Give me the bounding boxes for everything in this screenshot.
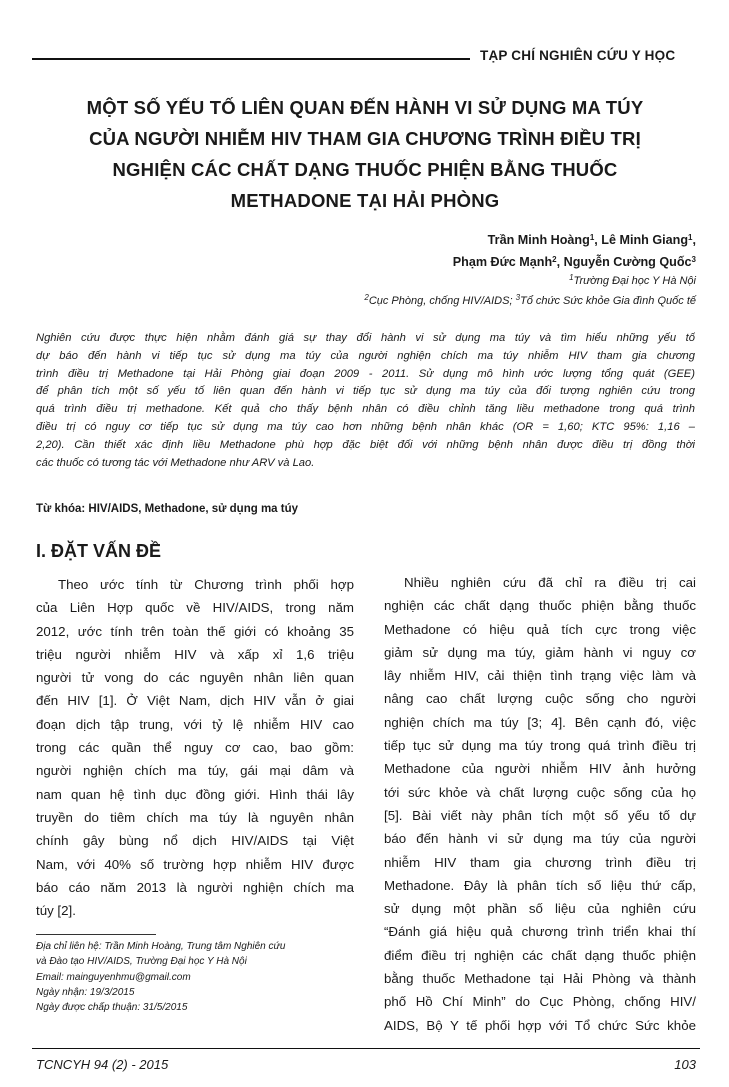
footnotes bbox=[36, 939, 285, 1015]
author-list bbox=[453, 229, 696, 273]
abstract-line: các thuốc có tương tác với Methadone như ARV và Lao. bbox=[36, 456, 315, 469]
footnote-line: Ngày được chấp thuận: 31/5/2015 bbox=[36, 1002, 188, 1014]
body-line: bằng thuốc Methadone tại Hải Phòng và thành bbox=[384, 971, 696, 987]
footnote-line: Ngày nhận: 19/3/2015 bbox=[36, 986, 135, 998]
body-line: Nam, với 40% số trường hợp nhiễm HIV được bbox=[36, 856, 354, 872]
body-line: báo đến hành vi sử dụng ma túy của người bbox=[384, 831, 696, 847]
header-rule bbox=[32, 58, 470, 60]
affil-mark: 1 bbox=[569, 273, 574, 282]
body-line: điểm điều trị nghiện các chất dạng thuốc phiện bbox=[384, 947, 696, 963]
body-line: nghiện các chất dạng thuốc phiện bằng thuốc bbox=[384, 598, 696, 614]
body-line: đến HIV [1]. Ở Việt Nam, dịch HIV vẫn ở giai bbox=[36, 693, 354, 709]
body-line: túy [2]. bbox=[36, 903, 76, 919]
body-line: phố Hồ Chí Minh” do Cục Phòng, chống HIV/ bbox=[384, 994, 696, 1010]
author-name: , Lê Minh Giang bbox=[594, 233, 689, 247]
affil-mark: 2 bbox=[364, 293, 369, 302]
abstract-line: Nghiên cứu được thực hiện nhằm đánh giá sự thay đổi hành vi sử dụng ma túy và tìm hiểu những yếu tố bbox=[36, 332, 695, 344]
abstract-line: trình điều trị Methadone tại Hải Phòng giai đoạn 2009 - 2011. Sử dụng mô hình ước lượng tổng quát (GEE) bbox=[36, 367, 695, 380]
body-line: giảm sử dụng ma túy, giảm hành vi nguy cơ bbox=[384, 644, 696, 660]
affiliation-2 bbox=[364, 295, 696, 307]
right-column bbox=[384, 571, 696, 1037]
title-line: METHADONE TẠI HẢI PHÒNG bbox=[230, 190, 500, 211]
body-line: nhiễm HIV tham gia chương trình điều trị bbox=[384, 854, 696, 870]
abstract-line: dự báo đến hành vi tiếp tục sử dụng ma túy của người nghiện chích ma túy nhiễm HIV tham gia chương bbox=[36, 349, 695, 362]
author-affil-mark: 2 bbox=[552, 255, 557, 264]
title-line: NGHIỆN CÁC CHẤT DẠNG THUỐC PHIỆN BẰNG THUỐC bbox=[112, 159, 618, 180]
author-affil-mark: 1 bbox=[688, 233, 693, 242]
body-line: truyền do tiêm chích ma túy là nguyên nhân bbox=[36, 809, 354, 825]
footnote-line: Email: mainguyenhmu@gmail.com bbox=[36, 971, 191, 983]
body-line: báo cáo năm 2013 là người nghiện chích ma bbox=[36, 879, 354, 895]
body-line: nghiện chích ma túy [3; 4]. Bên cạnh đó, việc bbox=[384, 714, 696, 730]
footnote-line: Địa chỉ liên hệ: Trần Minh Hoàng, Trung tâm Nghiên cứu bbox=[36, 941, 286, 952]
footnote-rule bbox=[36, 934, 156, 935]
affiliation-1 bbox=[569, 275, 696, 287]
author-name: , Nguyễn Cường Quốc bbox=[556, 255, 692, 269]
footer-journal-ref: TCNCYH 94 (2) - 2015 bbox=[36, 1057, 169, 1072]
body-line: Methadone của người nhiễm HIV ảnh hưởng bbox=[384, 761, 696, 777]
body-line: người tử vong do các nguyên nhân liên quan bbox=[36, 670, 354, 686]
body-line: Theo ước tính từ Chương trình phối hợp bbox=[58, 577, 354, 592]
author-name: Phạm Đức Mạnh bbox=[452, 255, 553, 269]
body-line: Nhiều nghiên cứu đã chỉ ra điều trị cai bbox=[404, 575, 696, 590]
footer-rule bbox=[32, 1048, 700, 1049]
author-separator: , bbox=[692, 233, 696, 247]
body-line: triệu người nhiễm HIV và xấp xỉ 1,6 triệu bbox=[36, 646, 354, 662]
body-line: 2012, ước tính trên toàn thế giới có khoảng 35 bbox=[36, 623, 354, 639]
section-title: I. ĐẶT VẤN ĐỀ bbox=[36, 541, 162, 561]
keywords: Từ khóa: HIV/AIDS, Methadone, sử dụng ma túy bbox=[36, 503, 299, 515]
abstract-line: điều trị có nguy cơ tiếp tục sử dụng ma túy cao hơn những bệnh nhân khác (OR = 1,60; KTC 95%: 1,16 – bbox=[36, 420, 695, 433]
page-number: 103 bbox=[674, 1057, 696, 1072]
body-line: tiếp tục sử dụng ma túy trong quá trình điều trị bbox=[384, 738, 696, 754]
title-line: MỘT SỐ YẾU TỐ LIÊN QUAN ĐẾN HÀNH VI SỬ DỤNG MA TÚY bbox=[86, 97, 644, 118]
body-line: “Đánh giá hiệu quả chương trình triển khai thí bbox=[384, 924, 696, 940]
body-line: người nghiện chích ma túy, gái mại dâm và bbox=[36, 763, 354, 779]
body-line: tới sức khỏe và chất lượng cuộc sống của họ bbox=[384, 784, 696, 800]
title-line: CỦA NGƯỜI NHIỄM HIV THAM GIA CHƯƠNG TRÌNH ĐIỀU TRỊ bbox=[89, 128, 641, 149]
left-column bbox=[36, 573, 354, 922]
abstract-line: để phân tích một số yếu tố liên quan đến hành vi tiếp tục sử dụng ma túy của đối tượng nghiên cứu trong bbox=[36, 385, 695, 398]
affil-text: Tổ chức Sức khỏe Gia đình Quốc tế bbox=[520, 295, 696, 307]
body-line: Methadone có hiệu quả tích cực trong việc bbox=[384, 621, 696, 637]
body-line: [5]. Bài viết này phân tích một số yếu tố dự bbox=[384, 807, 696, 823]
article-title bbox=[40, 92, 690, 216]
body-line: nam quan hệ tình dục đồng giới. Hình thái lây bbox=[36, 786, 354, 802]
body-line: lây nhiễm HIV, cải thiện tình trạng việc làm và bbox=[384, 668, 696, 684]
author-affil-mark: 1 bbox=[589, 233, 595, 242]
abstract-line: quá trình điều trị methadone. Kết quả cho thấy bệnh nhân có điều chỉnh tăng liều methadone trong quá trình bbox=[36, 403, 695, 416]
body-line: trong các quần thể nguy cơ cao, bao gồm: bbox=[36, 740, 354, 756]
body-line: nâng cao chất lượng cuộc sống cho người bbox=[384, 691, 696, 707]
author-line bbox=[453, 251, 696, 273]
body-line: của Liên Hợp quốc về HIV/AIDS, trong năm bbox=[36, 600, 354, 616]
body-line: đoạn dịch tập trung, với tỷ lệ nhiễm HIV cao bbox=[36, 716, 354, 732]
body-line: AIDS, Bộ Y tế phối hợp với Tổ chức Sức khỏe bbox=[384, 1017, 696, 1033]
body-line: sử dụng một phần số liệu của nghiên cứu bbox=[384, 901, 696, 917]
affil-mark: 3 bbox=[515, 293, 521, 302]
affil-text: Cục Phòng, chống HIV/AIDS; bbox=[368, 295, 516, 307]
author-affil-mark: 3 bbox=[691, 255, 696, 264]
author-line bbox=[453, 229, 696, 251]
journal-name: TẠP CHÍ NGHIÊN CỨU Y HỌC bbox=[480, 48, 676, 63]
footnote-line: và Đào tạo HIV/AIDS, Trường Đại học Y Hà Nội bbox=[36, 956, 247, 968]
body-line: Methadone. Đây là phân tích số liệu thứ cấp, bbox=[384, 877, 696, 893]
author-name: Trần Minh Hoàng bbox=[487, 233, 590, 247]
affil-text: Trường Đại học Y Hà Nội bbox=[573, 275, 696, 287]
body-line: chính gây bùng nổ dịch HIV/AIDS tại Việt bbox=[36, 833, 354, 849]
abstract bbox=[36, 330, 695, 472]
abstract-line: 2,20). Cần thiết xác định liều Methadone phù hợp đặc biệt đối với những bệnh nhân được điều trị đồng thời bbox=[36, 438, 695, 451]
